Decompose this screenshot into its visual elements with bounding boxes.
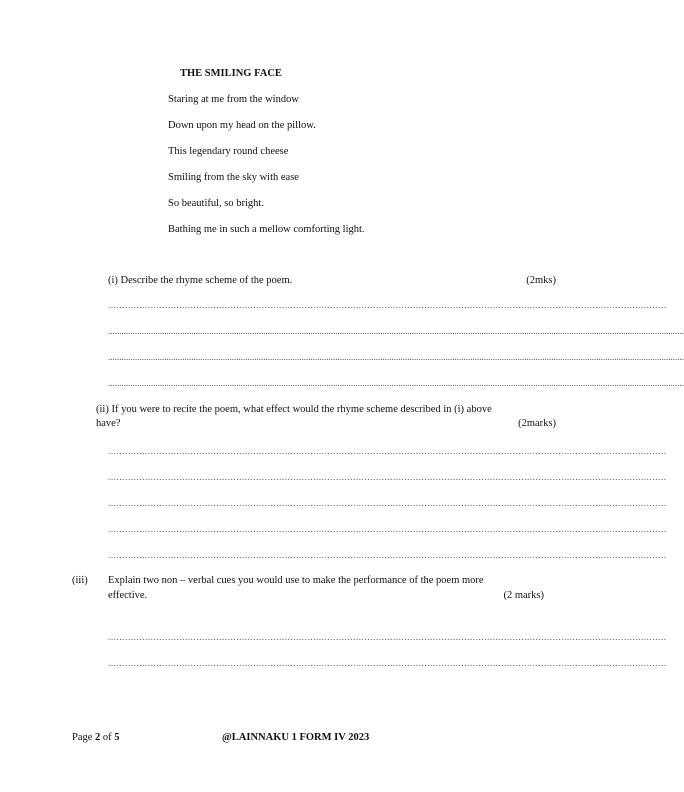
poem-line: So beautiful, so bright. [168,198,264,209]
poem-line: Smiling from the sky with ease [168,172,299,183]
answer-line-2-2: .................................................................................................................................................................................................... [108,472,667,482]
question-3-marks: (2 marks) [503,590,544,601]
poem-line: This legendary round cheese [168,146,289,157]
page-total: 5 [114,732,120,743]
page-current: 2 [95,732,101,743]
poem-line: Staring at me from the window [168,94,299,105]
answer-line-1-4: ................................................................................................................................................................................................................................................................ [108,378,684,388]
answer-line-2-3: .................................................................................................................................................................................................... [108,498,667,508]
answer-line-2-4: .................................................................................................................................................................................................... [108,524,667,534]
answer-line-1-2: ................................................................................................................................................................................................................................................................ [108,326,684,336]
question-1-marks: (2mks) [526,275,556,286]
question-3-text-line1: Explain two non – verbal cues you would use to make the performance of the poem more [108,575,484,586]
poem-title: THE SMILING FACE [180,68,282,79]
question-2-text-line1: (ii) If you were to recite the poem, what effect would the rhyme scheme described in (i) above [96,404,492,415]
answer-line-3-1: .................................................................................................................................................................................................... [108,632,667,642]
poem-line: Down upon my head on the pillow. [168,120,316,131]
question-3-text-line2: effective. [108,590,148,601]
page-label: Page [72,732,93,743]
question-3-number: (iii) [72,575,88,586]
answer-line-3-2: .................................................................................................................................................................................................... [108,658,667,668]
answer-line-1-3: ................................................................................................................................................................................................................................................................ [108,352,684,362]
answer-line-1-1: .................................................................................................................................................................................................... [108,300,667,310]
page-of: of [102,732,112,743]
answer-line-2-5: .................................................................................................................................................................................................... [108,550,667,560]
footer-center-text: @LAINNAKU 1 FORM IV 2023 [222,732,370,743]
question-2-text-line2: have? [96,418,121,429]
poem-line: Bathing me in such a mellow comforting light. [168,224,365,235]
question-1-text: (i) Describe the rhyme scheme of the poem. [108,275,293,286]
page-number [72,731,120,744]
question-2-marks: (2marks) [518,418,556,429]
answer-line-2-1: .................................................................................................................................................................................................... [108,446,667,456]
